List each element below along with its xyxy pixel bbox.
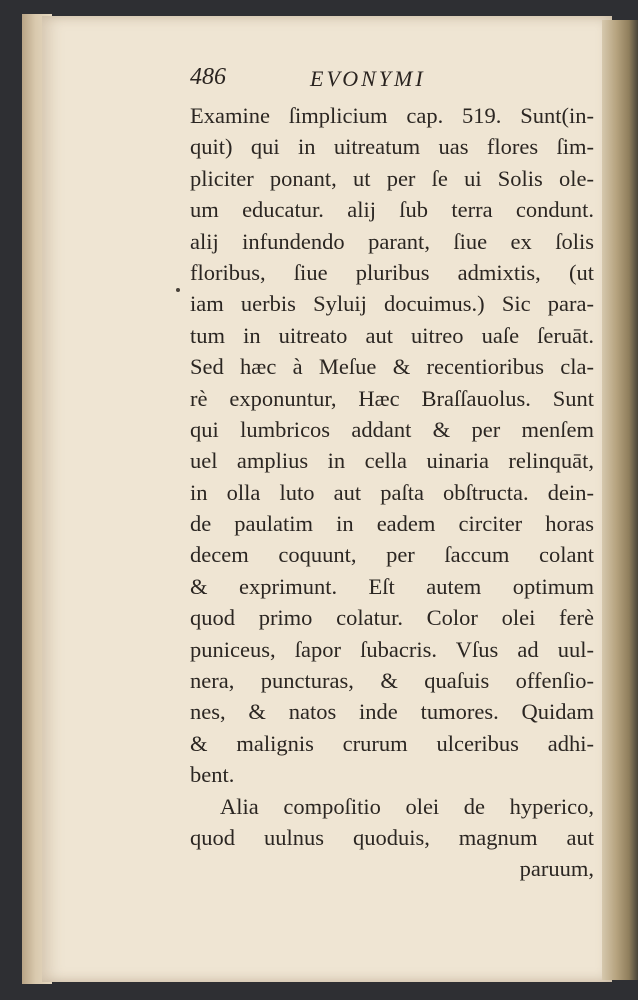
page-right-edge <box>602 20 638 980</box>
text-line: uel amplius in cella uinaria relinquāt, <box>190 448 594 474</box>
text-line: quod uulnus quoduis, magnum aut <box>190 824 594 850</box>
margin-mark <box>176 288 180 292</box>
text-line: & malignis crurum ulceribus adhi- <box>190 730 594 756</box>
text-line: bent. <box>190 762 235 788</box>
text-line: Examine ſimplicium cap. 519. Sunt(in- <box>190 103 594 128</box>
text-line: rè exponuntur, Hæc Braſſauolus. Sunt <box>190 385 594 411</box>
text-line: nera, puncturas, & quaſuis offenſio- <box>190 668 594 694</box>
text-line: Alia compoſitio olei de hyperico, <box>220 793 594 819</box>
text-line: um educatur. alij ſub terra condunt. <box>190 197 594 223</box>
text-line: Sed hæc à Meſue & recentioribus cla- <box>190 354 594 380</box>
page-header <box>190 64 600 98</box>
text-line: & exprimunt. Eſt autem optimum <box>190 573 594 599</box>
text-line: pliciter ponant, ut per ſe ui Solis ole- <box>190 165 594 191</box>
text-line: puniceus, ſapor ſubacris. Vſus ad uul- <box>190 636 594 662</box>
text-line: decem coquunt, per ſaccum colant <box>190 542 594 568</box>
text-line: iam uerbis Syluij docuimus.) Sic para- <box>190 291 594 317</box>
text-line: in olla luto aut paſta obſtructa. dein- <box>190 479 594 505</box>
text-line: de paulatim in eadem circiter horas <box>190 511 594 537</box>
text-line: quit) qui in uitreatum uas flores ſim- <box>190 134 594 160</box>
text-line: qui lumbricos addant & per menſem <box>190 416 594 442</box>
text-line: nes, & natos inde tumores. Quidam <box>190 699 594 725</box>
text-line: quod primo colatur. Color olei ferè <box>190 605 594 631</box>
body-text <box>190 100 594 885</box>
text-line: alij infundendo parant, ſiue ex ſolis <box>190 228 594 254</box>
page-number: 486 <box>190 64 226 90</box>
running-head: EVONYMI <box>310 66 426 91</box>
catchword: paruum, <box>519 856 594 882</box>
text-line: floribus, ſiue pluribus admixtis, (ut <box>190 259 594 285</box>
text-line: tum in uitreato aut uitreo uaſe ſeruāt. <box>190 322 594 348</box>
